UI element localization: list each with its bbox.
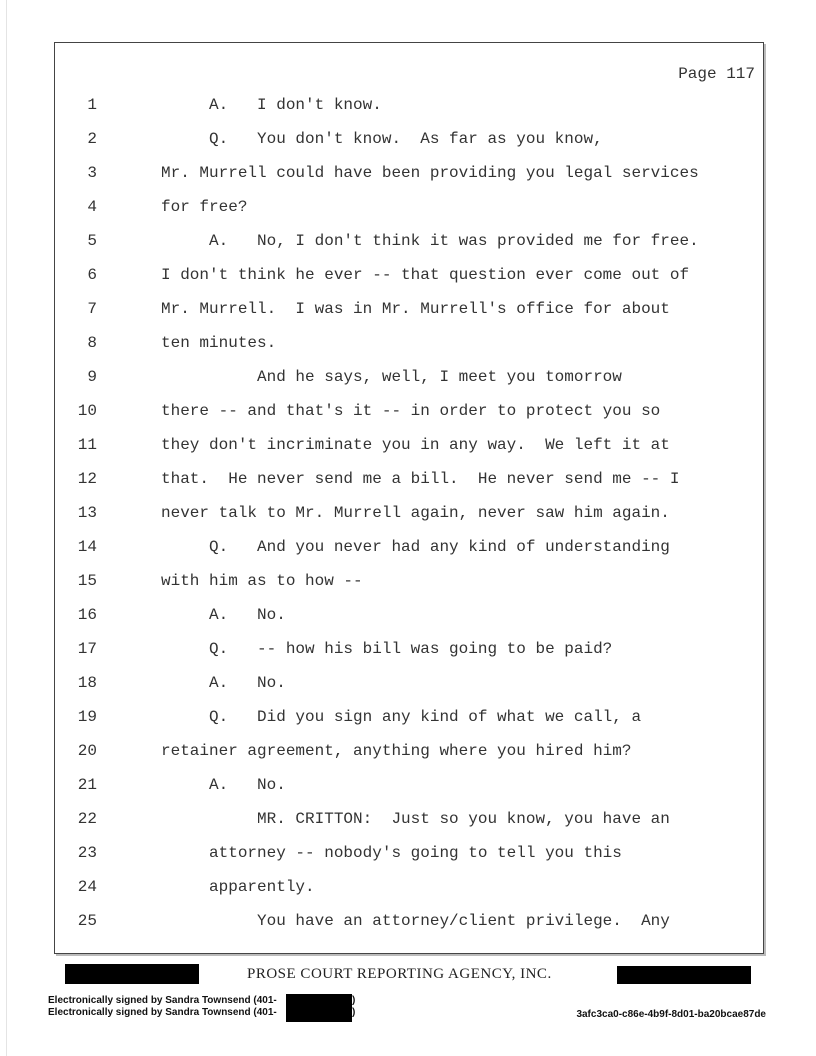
line-text: never talk to Mr. Murrell again, never saw him again. [161, 504, 670, 522]
transcript-line [55, 297, 755, 321]
line-text: Q. And you never had any kind of understanding [161, 538, 670, 556]
line-number: 10 [77, 402, 97, 420]
line-number: 19 [77, 708, 97, 726]
line-number: 11 [77, 436, 97, 454]
line-text: for free? [161, 198, 248, 216]
line-number: 2 [87, 130, 97, 148]
line-number: 24 [77, 878, 97, 896]
line-text: with him as to how -- [161, 572, 363, 590]
transcript-line [55, 909, 755, 933]
line-text: You have an attorney/client privilege. Any [161, 912, 670, 930]
agency-name: PROSE COURT REPORTING AGENCY, INC. [247, 966, 552, 982]
line-number: 21 [77, 776, 97, 794]
line-number: 4 [87, 198, 97, 216]
transcript-line [55, 195, 755, 219]
transcript-line [55, 467, 755, 491]
line-number: 5 [87, 232, 97, 250]
line-text: Q. You don't know. As far as you know, [161, 130, 603, 148]
line-text: A. No. [161, 606, 286, 624]
line-number: 13 [77, 504, 97, 522]
line-number: 8 [87, 334, 97, 352]
line-number: 3 [87, 164, 97, 182]
line-text: attorney -- nobody's going to tell you this [161, 844, 622, 862]
line-text: MR. CRITTON: Just so you know, you have an [161, 810, 670, 828]
transcript-line [55, 637, 755, 661]
signature-close-paren-1: ) [352, 995, 356, 1006]
line-text: A. No, I don't think it was provided me for free. [161, 232, 699, 250]
line-number: 16 [77, 606, 97, 624]
transcript-line [55, 501, 755, 525]
line-text: there -- and that's it -- in order to protect you so [161, 402, 661, 420]
document-hash: 3afc3ca0-c86e-4b9f-8d01-ba20bcae87de [576, 1009, 766, 1020]
line-text: A. No. [161, 776, 286, 794]
transcript-line [55, 671, 755, 695]
line-text: ten minutes. [161, 334, 277, 352]
redaction-block-signature [286, 994, 352, 1022]
transcript-line [55, 603, 755, 627]
signature-line-1 [48, 995, 277, 1006]
transcript-line [55, 433, 755, 457]
transcript-line [55, 875, 755, 899]
signature-text-2: Electronically signed by Sandra Townsend (401- [48, 1007, 277, 1018]
line-number: 23 [77, 844, 97, 862]
line-number: 22 [77, 810, 97, 828]
transcript-line [55, 263, 755, 287]
line-number: 20 [77, 742, 97, 760]
transcript-line [55, 773, 755, 797]
line-number: 18 [77, 674, 97, 692]
transcript-line [55, 331, 755, 355]
line-number: 25 [77, 912, 97, 930]
transcript-line [55, 841, 755, 865]
line-number: 9 [87, 368, 97, 386]
line-text: Mr. Murrell. I was in Mr. Murrell's office for about [161, 300, 670, 318]
transcript-line [55, 535, 755, 559]
line-number: 14 [77, 538, 97, 556]
line-number: 6 [87, 266, 97, 284]
transcript-line [55, 739, 755, 763]
line-text: that. He never send me a bill. He never send me -- I [161, 470, 680, 488]
transcript-line [55, 93, 755, 117]
line-number: 17 [77, 640, 97, 658]
line-number: 15 [77, 572, 97, 590]
scan-margin-line [6, 0, 7, 1056]
transcript-line [55, 569, 755, 593]
transcript-line [55, 127, 755, 151]
redaction-block-right [617, 966, 751, 984]
line-text: A. No. [161, 674, 286, 692]
transcript-page [54, 42, 764, 954]
line-text: I don't think he ever -- that question ever come out of [161, 266, 690, 284]
line-text: And he says, well, I meet you tomorrow [161, 368, 622, 386]
line-number: 12 [77, 470, 97, 488]
line-text: Mr. Murrell could have been providing you legal services [161, 164, 699, 182]
transcript-line [55, 161, 755, 185]
line-number: 7 [87, 300, 97, 318]
signature-close-paren-2: ) [352, 1007, 356, 1018]
line-text: Q. Did you sign any kind of what we call, a [161, 708, 642, 726]
signature-text-1: Electronically signed by Sandra Townsend (401- [48, 995, 277, 1006]
transcript-line [55, 229, 755, 253]
transcript-line [55, 365, 755, 389]
line-text: they don't incriminate you in any way. We left it at [161, 436, 670, 454]
page-number: Page 117 [678, 65, 755, 83]
footer-bar [65, 964, 751, 984]
transcript-line [55, 705, 755, 729]
line-number: 1 [87, 96, 97, 114]
transcript-line [55, 399, 755, 423]
line-text: Q. -- how his bill was going to be paid? [161, 640, 613, 658]
line-text: retainer agreement, anything where you hired him? [161, 742, 632, 760]
redaction-block-left [65, 964, 199, 984]
transcript-line [55, 807, 755, 831]
line-text: apparently. [161, 878, 315, 896]
signature-line-2 [48, 1007, 277, 1018]
line-text: A. I don't know. [161, 96, 382, 114]
